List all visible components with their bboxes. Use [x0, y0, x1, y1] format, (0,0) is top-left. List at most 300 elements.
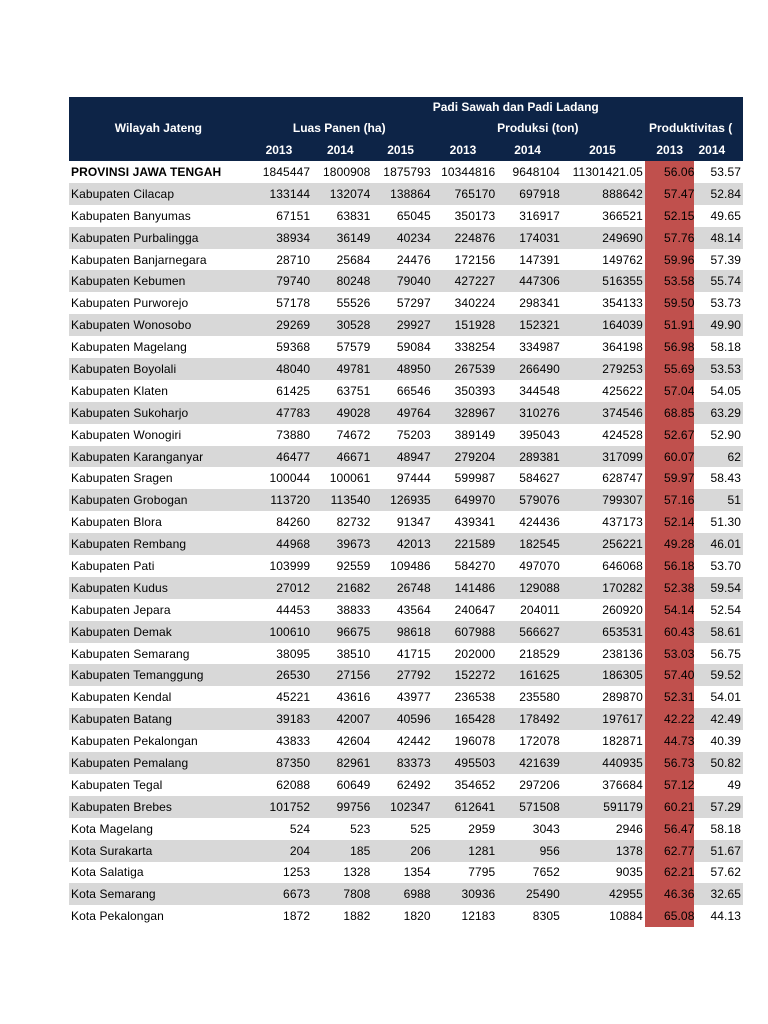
- value-cell-p15: 440935: [560, 752, 645, 774]
- value-cell-p13: 584270: [454, 558, 496, 573]
- value-cell-p13: 599987: [454, 471, 496, 486]
- region-cell: Kabupaten Banjarnegara: [71, 252, 207, 267]
- value-cell-a15: 49764: [370, 402, 430, 424]
- value-cell-a14: 43616: [336, 690, 371, 705]
- value-cell-p15: 186305: [560, 664, 645, 686]
- productivity-column-header: Produktivitas (: [645, 117, 743, 139]
- year-header: 2013: [431, 139, 496, 161]
- value-cell-p15: 516355: [560, 270, 645, 292]
- year-header: 2015: [370, 139, 430, 161]
- value-cell-a13: 57178: [276, 296, 311, 311]
- table-row: [69, 883, 743, 905]
- value-cell-y13: 60.43: [645, 621, 695, 643]
- table-row: [69, 774, 743, 796]
- region-cell: Kabupaten Magelang: [71, 340, 187, 355]
- value-cell-a14: 38833: [336, 602, 371, 617]
- table-header: [69, 97, 743, 161]
- value-cell-y13: 49.28: [645, 533, 695, 555]
- table-row: [69, 555, 743, 577]
- value-cell-y14: 49: [727, 777, 741, 792]
- value-cell-a13: 6673: [248, 883, 310, 905]
- value-cell-y13: 62.21: [645, 862, 695, 884]
- value-cell-p14: 235580: [519, 690, 560, 705]
- region-cell: Kabupaten Pemalang: [69, 752, 248, 774]
- value-cell-p14: 571508: [495, 796, 560, 818]
- year-header: 2013: [248, 139, 310, 161]
- value-cell-a14: 38510: [336, 646, 371, 661]
- value-cell-a14: 99756: [310, 796, 370, 818]
- value-cell-p13: 338254: [454, 340, 496, 355]
- value-cell-y14: 49.90: [694, 314, 743, 336]
- value-cell-y13: 59.96: [645, 249, 695, 271]
- value-cell-a14: 132074: [310, 183, 370, 205]
- value-cell-a13: 87350: [248, 752, 310, 774]
- value-cell-a13: 100610: [248, 621, 310, 643]
- year-header: 2014: [310, 139, 370, 161]
- value-cell-p14: 266490: [495, 358, 560, 380]
- value-cell-a13: 524: [289, 821, 311, 836]
- value-cell-y14: 59.54: [694, 577, 743, 599]
- value-cell-y13: 68.85: [645, 402, 695, 424]
- value-cell-a15: 126935: [370, 489, 430, 511]
- value-cell-a15: 97444: [396, 471, 431, 486]
- value-cell-a13: 61425: [276, 383, 311, 398]
- value-cell-y13: 52.67: [645, 424, 695, 446]
- value-cell-y13: 44.73: [645, 730, 695, 752]
- value-cell-a14: 63751: [336, 383, 371, 398]
- value-cell-a15: 79040: [370, 270, 430, 292]
- rice-production-table: [69, 97, 743, 927]
- value-cell-p15: 42955: [560, 883, 645, 905]
- value-cell-y13: 65.08: [645, 905, 695, 927]
- region-cell: Kabupaten Purworejo: [71, 296, 189, 311]
- value-cell-y13: 57.16: [645, 489, 695, 511]
- value-cell-p13: 607988: [431, 621, 496, 643]
- value-cell-a13: 48040: [248, 358, 310, 380]
- table-row: [69, 599, 743, 621]
- table-row: [69, 730, 743, 752]
- value-cell-a15: 1820: [403, 909, 431, 924]
- table-row: [69, 336, 743, 358]
- value-cell-p13: 427227: [431, 270, 496, 292]
- value-cell-y14: 57.39: [710, 252, 741, 267]
- value-cell-p15: 1378: [560, 840, 645, 862]
- region-cell: Kabupaten Jepara: [71, 602, 171, 617]
- value-cell-p13: 389149: [454, 427, 496, 442]
- region-cell: Kota Surakarta: [69, 840, 248, 862]
- value-cell-p14: 424436: [519, 515, 560, 530]
- value-cell-y14: 59.52: [694, 664, 743, 686]
- value-cell-p15: 260920: [602, 602, 643, 617]
- table-row: [69, 424, 743, 446]
- value-cell-p13: 340224: [454, 296, 496, 311]
- value-cell-p14: 25490: [495, 883, 560, 905]
- value-cell-p14: 344548: [519, 383, 560, 398]
- region-cell: PROVINSI JAWA TENGAH: [71, 164, 222, 179]
- value-cell-a14: 21682: [310, 577, 370, 599]
- value-cell-p14: 956: [495, 840, 560, 862]
- region-column-header: Wilayah Jateng: [69, 117, 248, 139]
- value-cell-a13: 27012: [248, 577, 310, 599]
- value-cell-a15: 1354: [403, 865, 431, 880]
- value-cell-p14: 297206: [519, 777, 560, 792]
- value-cell-a13: 28710: [276, 252, 311, 267]
- value-cell-y13: 56.06: [645, 161, 695, 183]
- value-cell-p13: 7795: [468, 865, 496, 880]
- value-cell-p15: 374546: [560, 402, 645, 424]
- value-cell-a13: 44968: [248, 533, 310, 555]
- table-row: [69, 161, 743, 183]
- value-cell-a14: 92559: [336, 558, 371, 573]
- value-cell-a13: 46477: [248, 446, 310, 468]
- value-cell-a13: 101752: [248, 796, 310, 818]
- value-cell-a13: 45221: [276, 690, 311, 705]
- region-cell: Kabupaten Rembang: [69, 533, 248, 555]
- value-cell-p14: 8305: [532, 909, 560, 924]
- value-cell-p13: 279204: [431, 446, 496, 468]
- value-cell-a15: 206: [370, 840, 430, 862]
- table-row: [69, 380, 743, 402]
- value-cell-a13: 39183: [248, 708, 310, 730]
- value-cell-a14: 80248: [310, 270, 370, 292]
- value-cell-y14: 53.57: [710, 164, 741, 179]
- value-cell-p13: 354652: [454, 777, 496, 792]
- value-cell-p13: 267539: [431, 358, 496, 380]
- value-cell-p15: 424528: [602, 427, 643, 442]
- value-cell-p13: 202000: [454, 646, 496, 661]
- value-cell-y13: 52.31: [645, 686, 695, 708]
- value-cell-a13: 103999: [269, 558, 311, 573]
- value-cell-p14: 421639: [495, 752, 560, 774]
- value-cell-a15: 48950: [370, 358, 430, 380]
- region-cell: Kabupaten Temanggung: [69, 664, 248, 686]
- value-cell-a15: 40234: [370, 227, 430, 249]
- value-cell-a15: 42442: [396, 734, 431, 749]
- value-cell-p13: 221589: [431, 533, 496, 555]
- value-cell-a15: 75203: [396, 427, 431, 442]
- value-cell-p15: 646068: [602, 558, 643, 573]
- production-column-header: Produksi (ton): [431, 117, 645, 139]
- table-row: [69, 467, 743, 489]
- value-cell-a15: 65045: [396, 208, 431, 223]
- value-cell-a13: 204: [248, 840, 310, 862]
- value-cell-y13: 60.21: [645, 796, 695, 818]
- value-cell-p13: 328967: [431, 402, 496, 424]
- value-cell-a14: 185: [310, 840, 370, 862]
- group-title: Padi Sawah dan Padi Ladang: [431, 97, 743, 117]
- value-cell-p15: 249690: [560, 227, 645, 249]
- value-cell-a15: 138864: [370, 183, 430, 205]
- value-cell-y13: 57.47: [645, 183, 695, 205]
- table-row: [69, 862, 743, 884]
- value-cell-p14: 172078: [519, 734, 560, 749]
- value-cell-a14: 57579: [336, 340, 371, 355]
- value-cell-p15: 182871: [602, 734, 643, 749]
- value-cell-y14: 46.01: [694, 533, 743, 555]
- value-cell-y13: 57.12: [645, 774, 695, 796]
- header-empty-cell: [248, 97, 431, 117]
- value-cell-y13: 56.98: [645, 336, 695, 358]
- value-cell-p13: 152272: [431, 664, 496, 686]
- value-cell-p15: 376684: [602, 777, 643, 792]
- value-cell-y14: 58.18: [710, 340, 741, 355]
- value-cell-y13: 46.36: [645, 883, 695, 905]
- value-cell-p13: 10344816: [441, 164, 496, 179]
- value-cell-y14: 63.29: [694, 402, 743, 424]
- value-cell-p13: 30936: [431, 883, 496, 905]
- year-header: 2013: [645, 139, 695, 161]
- value-cell-p14: 579076: [495, 489, 560, 511]
- table-row: [69, 840, 743, 862]
- value-cell-a15: 109486: [390, 558, 431, 573]
- value-cell-p15: 2946: [615, 821, 643, 836]
- value-cell-p14: 218529: [519, 646, 560, 661]
- value-cell-p15: 289870: [602, 690, 643, 705]
- value-cell-y13: 60.07: [645, 446, 695, 468]
- value-cell-p15: 888642: [560, 183, 645, 205]
- region-cell: Kabupaten Sragen: [71, 471, 173, 486]
- value-cell-p15: 437173: [602, 515, 643, 530]
- value-cell-p13: 224876: [431, 227, 496, 249]
- value-cell-a15: 29927: [370, 314, 430, 336]
- value-cell-y13: 57.04: [645, 380, 695, 402]
- value-cell-y13: 62.77: [645, 840, 695, 862]
- value-cell-y13: 52.38: [645, 577, 695, 599]
- table-row: [69, 686, 743, 708]
- value-cell-p13: 12183: [461, 909, 496, 924]
- value-cell-a14: 113540: [310, 489, 370, 511]
- region-cell: Kabupaten Wonosobo: [69, 314, 248, 336]
- value-cell-a15: 48947: [370, 446, 430, 468]
- value-cell-y13: 59.50: [645, 292, 695, 314]
- region-cell: Kabupaten Kudus: [69, 577, 248, 599]
- value-cell-a13: 1872: [283, 909, 311, 924]
- value-cell-a15: 1875793: [383, 164, 431, 179]
- value-cell-a14: 1328: [343, 865, 371, 880]
- value-cell-p14: 497070: [519, 558, 560, 573]
- value-cell-a15: 59084: [396, 340, 431, 355]
- value-cell-y13: 57.40: [645, 664, 695, 686]
- value-cell-a13: 100044: [269, 471, 311, 486]
- value-cell-p15: 238136: [602, 646, 643, 661]
- value-cell-y13: 56.47: [645, 818, 695, 840]
- value-cell-p14: 584627: [519, 471, 560, 486]
- table-row: [69, 511, 743, 533]
- table-row: [69, 818, 743, 840]
- value-cell-y14: 50.82: [694, 752, 743, 774]
- region-cell: Kabupaten Wonogiri: [71, 427, 182, 442]
- value-cell-y14: 57.29: [694, 796, 743, 818]
- value-cell-a15: 26748: [370, 577, 430, 599]
- value-cell-a13: 113720: [248, 489, 310, 511]
- value-cell-a15: 6988: [370, 883, 430, 905]
- region-cell: Kota Semarang: [69, 883, 248, 905]
- value-cell-a14: 49028: [310, 402, 370, 424]
- value-cell-y13: 57.76: [645, 227, 695, 249]
- value-cell-a14: 42007: [310, 708, 370, 730]
- value-cell-y14: 52.84: [694, 183, 743, 205]
- table-row: [69, 796, 743, 818]
- value-cell-p14: 9648104: [512, 164, 560, 179]
- value-cell-a13: 44453: [276, 602, 311, 617]
- value-cell-a13: 67151: [276, 208, 311, 223]
- value-cell-a13: 38934: [248, 227, 310, 249]
- table-row: [69, 533, 743, 555]
- value-cell-a15: 57297: [396, 296, 431, 311]
- value-cell-p15: 799307: [560, 489, 645, 511]
- value-cell-a13: 38095: [276, 646, 311, 661]
- value-cell-p15: 10884: [609, 909, 643, 924]
- value-cell-p13: 172156: [454, 252, 496, 267]
- value-cell-p14: 289381: [495, 446, 560, 468]
- value-cell-a14: 1882: [343, 909, 371, 924]
- region-cell: Kabupaten Kendal: [71, 690, 172, 705]
- table-row: [69, 358, 743, 380]
- value-cell-y14: 52.54: [710, 602, 741, 617]
- value-cell-a13: 43833: [276, 734, 311, 749]
- value-cell-y14: 51.30: [710, 515, 741, 530]
- value-cell-p14: 298341: [519, 296, 560, 311]
- region-cell: Kabupaten Boyolali: [69, 358, 248, 380]
- value-cell-p13: 612641: [431, 796, 496, 818]
- region-cell: Kabupaten Sukoharjo: [69, 402, 248, 424]
- value-cell-y14: 58.43: [710, 471, 741, 486]
- header-empty-cell: [69, 139, 248, 161]
- table-body: [69, 161, 743, 927]
- spreadsheet: [69, 97, 743, 927]
- value-cell-y14: 55.74: [694, 270, 743, 292]
- table-row: [69, 708, 743, 730]
- value-cell-a14: 42604: [336, 734, 371, 749]
- value-cell-y13: 54.14: [645, 599, 695, 621]
- value-cell-p13: 236538: [454, 690, 496, 705]
- value-cell-y14: 48.14: [694, 227, 743, 249]
- table-row: [69, 249, 743, 271]
- value-cell-p14: 697918: [495, 183, 560, 205]
- value-cell-y13: 53.03: [645, 643, 695, 665]
- value-cell-p13: 196078: [454, 734, 496, 749]
- region-cell: Kabupaten Banyumas: [71, 208, 191, 223]
- value-cell-p13: 1281: [431, 840, 496, 862]
- value-cell-p13: 765170: [431, 183, 496, 205]
- value-cell-y13: 42.22: [645, 708, 695, 730]
- value-cell-a14: 1800908: [323, 164, 371, 179]
- value-cell-a14: 39673: [310, 533, 370, 555]
- table-row: [69, 402, 743, 424]
- value-cell-a13: 62088: [276, 777, 311, 792]
- value-cell-y14: 51: [694, 489, 743, 511]
- value-cell-p14: 334987: [519, 340, 560, 355]
- value-cell-p14: 7652: [532, 865, 560, 880]
- value-cell-p14: 182545: [495, 533, 560, 555]
- value-cell-y13: 53.58: [645, 270, 695, 292]
- value-cell-p14: 316917: [519, 208, 560, 223]
- value-cell-a13: 79740: [248, 270, 310, 292]
- value-cell-y14: 54.05: [710, 383, 741, 398]
- value-cell-y14: 58.61: [694, 621, 743, 643]
- value-cell-p14: 178492: [495, 708, 560, 730]
- region-cell: Kabupaten Pekalongan: [71, 734, 198, 749]
- value-cell-a15: 102347: [370, 796, 430, 818]
- table-row: [69, 446, 743, 468]
- year-header: 2014: [495, 139, 560, 161]
- value-cell-a14: 60649: [336, 777, 371, 792]
- table-row: [69, 292, 743, 314]
- table-row: [69, 621, 743, 643]
- value-cell-p13: 240647: [454, 602, 496, 617]
- value-cell-p14: 395043: [519, 427, 560, 442]
- value-cell-p13: 141486: [431, 577, 496, 599]
- value-cell-a15: 43977: [396, 690, 431, 705]
- value-cell-a13: 133144: [248, 183, 310, 205]
- year-header: 2015: [560, 139, 645, 161]
- table-row: [69, 205, 743, 227]
- region-cell: Kabupaten Tegal: [71, 777, 163, 792]
- value-cell-p14: 3043: [532, 821, 560, 836]
- value-cell-y13: 56.73: [645, 752, 695, 774]
- value-cell-a15: 66546: [396, 383, 431, 398]
- table-row: [69, 664, 743, 686]
- value-cell-p14: 174031: [495, 227, 560, 249]
- table-row: [69, 905, 743, 927]
- value-cell-a15: 525: [410, 821, 431, 836]
- value-cell-y14: 62: [694, 446, 743, 468]
- value-cell-a13: 1845447: [262, 164, 311, 179]
- value-cell-p15: 364198: [602, 340, 643, 355]
- value-cell-a14: 46671: [310, 446, 370, 468]
- value-cell-y14: 56.75: [710, 646, 741, 661]
- value-cell-p15: 653531: [560, 621, 645, 643]
- value-cell-a14: 523: [350, 821, 371, 836]
- value-cell-p14: 161625: [495, 664, 560, 686]
- value-cell-y13: 59.97: [645, 467, 695, 489]
- value-cell-a13: 84260: [276, 515, 311, 530]
- value-cell-y14: 52.90: [710, 427, 741, 442]
- value-cell-a15: 24476: [396, 252, 431, 267]
- header-empty-cell: [69, 97, 248, 117]
- value-cell-y14: 42.49: [694, 708, 743, 730]
- value-cell-y14: 51.67: [694, 840, 743, 862]
- value-cell-p15: 197617: [560, 708, 645, 730]
- value-cell-p15: 591179: [560, 796, 645, 818]
- value-cell-p13: 495503: [431, 752, 496, 774]
- table-row: [69, 752, 743, 774]
- value-cell-a13: 47783: [248, 402, 310, 424]
- value-cell-y14: 53.70: [710, 558, 741, 573]
- region-cell: Kabupaten Cilacap: [69, 183, 248, 205]
- value-cell-a14: 55526: [336, 296, 371, 311]
- value-cell-p15: 256221: [560, 533, 645, 555]
- region-cell: Kabupaten Kebumen: [69, 270, 248, 292]
- value-cell-a14: 27156: [310, 664, 370, 686]
- value-cell-p15: 354133: [602, 296, 643, 311]
- value-cell-y14: 57.62: [710, 865, 741, 880]
- value-cell-p14: 129088: [495, 577, 560, 599]
- region-cell: Kabupaten Brebes: [69, 796, 248, 818]
- value-cell-a14: 30528: [310, 314, 370, 336]
- region-cell: Kabupaten Batang: [69, 708, 248, 730]
- value-cell-y13: 52.15: [645, 205, 695, 227]
- value-cell-p15: 279253: [560, 358, 645, 380]
- value-cell-a13: 29269: [248, 314, 310, 336]
- table-row: [69, 270, 743, 292]
- region-cell: Kabupaten Demak: [69, 621, 248, 643]
- region-cell: Kabupaten Semarang: [71, 646, 190, 661]
- region-cell: Kabupaten Karanganyar: [69, 446, 248, 468]
- value-cell-p15: 317099: [560, 446, 645, 468]
- value-cell-a14: 82732: [336, 515, 371, 530]
- value-cell-p15: 9035: [615, 865, 643, 880]
